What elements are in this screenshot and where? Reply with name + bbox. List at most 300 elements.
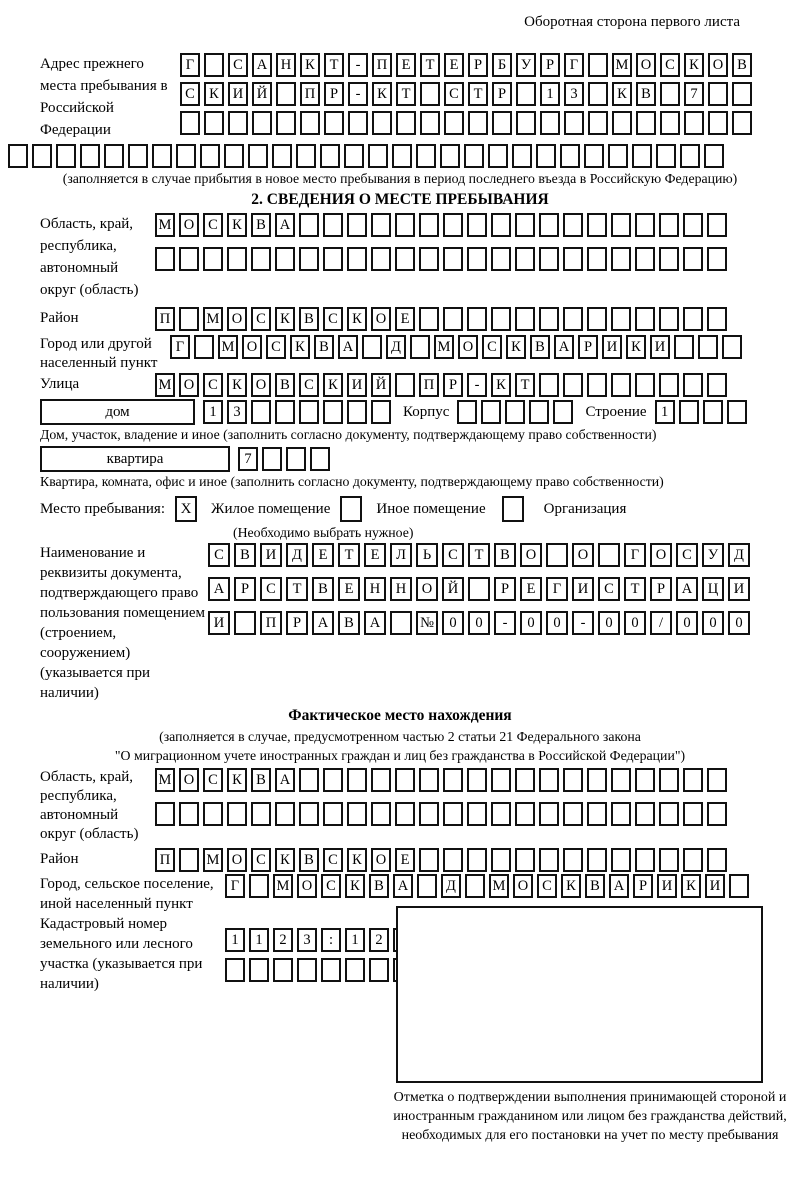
char-cell[interactable] (227, 802, 247, 826)
char-cell[interactable] (371, 400, 391, 424)
char-cell[interactable]: О (416, 577, 438, 601)
char-cell[interactable] (587, 307, 607, 331)
char-cell[interactable] (369, 958, 389, 982)
char-cell[interactable] (635, 213, 655, 237)
char-cell[interactable] (707, 373, 727, 397)
char-cell[interactable]: М (155, 213, 175, 237)
char-cell[interactable]: В (299, 307, 319, 331)
char-cell[interactable] (659, 768, 679, 792)
char-cell[interactable] (674, 335, 694, 359)
char-cell[interactable]: 0 (468, 611, 490, 635)
char-cell[interactable] (611, 802, 631, 826)
char-cell[interactable]: А (275, 213, 295, 237)
char-cell[interactable]: О (227, 848, 247, 872)
char-cell[interactable]: С (203, 373, 223, 397)
char-cell[interactable]: Е (396, 53, 416, 77)
char-cell[interactable] (635, 848, 655, 872)
char-cell[interactable] (275, 400, 295, 424)
char-cell[interactable] (611, 373, 631, 397)
char-cell[interactable] (396, 111, 416, 135)
char-cell[interactable]: К (347, 307, 367, 331)
char-cell[interactable] (310, 447, 330, 471)
char-cell[interactable] (635, 802, 655, 826)
char-cell[interactable]: Р (286, 611, 308, 635)
char-cell[interactable] (660, 82, 680, 106)
char-cell[interactable]: И (650, 335, 670, 359)
char-cell[interactable] (587, 373, 607, 397)
char-cell[interactable]: 1 (655, 400, 675, 424)
char-cell[interactable] (419, 247, 439, 271)
char-cell[interactable] (8, 144, 28, 168)
char-cell[interactable]: Т (468, 543, 490, 567)
char-cell[interactable]: В (234, 543, 256, 567)
char-cell[interactable]: Р (540, 53, 560, 77)
char-cell[interactable] (563, 768, 583, 792)
char-cell[interactable] (203, 802, 223, 826)
char-cell[interactable]: К (347, 848, 367, 872)
char-cell[interactable]: О (297, 874, 317, 898)
char-cell[interactable]: 7 (238, 447, 258, 471)
char-cell[interactable] (275, 247, 295, 271)
char-cell[interactable] (419, 848, 439, 872)
char-cell[interactable] (491, 768, 511, 792)
char-cell[interactable]: Т (338, 543, 360, 567)
char-cell[interactable] (457, 400, 477, 424)
char-cell[interactable] (539, 373, 559, 397)
char-cell[interactable] (707, 213, 727, 237)
char-cell[interactable]: В (530, 335, 550, 359)
char-cell[interactable]: О (572, 543, 594, 567)
char-cell[interactable] (516, 111, 536, 135)
char-cell[interactable] (395, 373, 415, 397)
char-cell[interactable] (707, 848, 727, 872)
char-cell[interactable]: Т (515, 373, 535, 397)
char-cell[interactable]: Д (441, 874, 461, 898)
char-cell[interactable] (584, 144, 604, 168)
char-cell[interactable]: Р (443, 373, 463, 397)
char-cell[interactable] (176, 144, 196, 168)
char-cell[interactable] (683, 802, 703, 826)
char-cell[interactable] (683, 768, 703, 792)
char-cell[interactable] (587, 768, 607, 792)
char-cell[interactable]: О (179, 768, 199, 792)
char-cell[interactable] (299, 400, 319, 424)
char-cell[interactable] (417, 874, 437, 898)
char-cell[interactable]: 7 (684, 82, 704, 106)
char-cell[interactable]: Г (225, 874, 245, 898)
char-cell[interactable]: / (650, 611, 672, 635)
char-cell[interactable] (539, 213, 559, 237)
char-cell[interactable]: М (203, 848, 223, 872)
char-cell[interactable] (371, 213, 391, 237)
char-cell[interactable]: Г (180, 53, 200, 77)
char-cell[interactable] (707, 307, 727, 331)
char-cell[interactable] (546, 543, 568, 567)
char-cell[interactable] (683, 247, 703, 271)
char-cell[interactable]: М (203, 307, 223, 331)
char-cell[interactable] (323, 400, 343, 424)
char-cell[interactable]: В (636, 82, 656, 106)
char-cell[interactable]: Н (390, 577, 412, 601)
char-cell[interactable] (324, 111, 344, 135)
char-cell[interactable]: О (371, 848, 391, 872)
char-cell[interactable] (563, 373, 583, 397)
char-cell[interactable]: Л (390, 543, 412, 567)
char-cell[interactable]: Е (395, 307, 415, 331)
char-cell[interactable]: О (650, 543, 672, 567)
char-cell[interactable]: П (419, 373, 439, 397)
char-cell[interactable] (588, 82, 608, 106)
char-cell[interactable]: В (585, 874, 605, 898)
char-cell[interactable]: В (251, 213, 271, 237)
char-cell[interactable]: И (208, 611, 230, 635)
char-cell[interactable]: К (323, 373, 343, 397)
char-cell[interactable] (395, 213, 415, 237)
char-cell[interactable] (368, 144, 388, 168)
char-cell[interactable]: М (155, 768, 175, 792)
char-cell[interactable] (320, 144, 340, 168)
char-cell[interactable] (563, 213, 583, 237)
char-cell[interactable]: К (626, 335, 646, 359)
char-cell[interactable] (248, 144, 268, 168)
char-cell[interactable]: Р (234, 577, 256, 601)
char-cell[interactable] (611, 247, 631, 271)
char-cell[interactable] (659, 373, 679, 397)
char-cell[interactable] (659, 802, 679, 826)
char-cell[interactable]: О (520, 543, 542, 567)
char-cell[interactable]: О (227, 307, 247, 331)
char-cell[interactable]: Й (442, 577, 464, 601)
char-cell[interactable] (608, 144, 628, 168)
char-cell[interactable] (275, 802, 295, 826)
char-cell[interactable]: Р (633, 874, 653, 898)
char-cell[interactable] (276, 82, 296, 106)
char-cell[interactable] (200, 144, 220, 168)
char-cell[interactable] (467, 768, 487, 792)
char-cell[interactable]: К (561, 874, 581, 898)
char-cell[interactable]: А (252, 53, 272, 77)
char-cell[interactable]: К (204, 82, 224, 106)
char-cell[interactable]: К (684, 53, 704, 77)
char-cell[interactable]: А (676, 577, 698, 601)
char-cell[interactable] (372, 111, 392, 135)
char-cell[interactable] (32, 144, 52, 168)
char-cell[interactable]: 1 (203, 400, 223, 424)
char-cell[interactable]: 1 (345, 928, 365, 952)
char-cell[interactable] (660, 111, 680, 135)
char-cell[interactable] (515, 768, 535, 792)
char-cell[interactable]: И (657, 874, 677, 898)
char-cell[interactable]: Р (492, 82, 512, 106)
char-cell[interactable]: Й (371, 373, 391, 397)
char-cell[interactable] (224, 144, 244, 168)
char-cell[interactable] (390, 611, 412, 635)
char-cell[interactable]: А (312, 611, 334, 635)
char-cell[interactable]: Е (364, 543, 386, 567)
char-cell[interactable]: И (228, 82, 248, 106)
char-cell[interactable] (395, 802, 415, 826)
char-cell[interactable] (419, 307, 439, 331)
char-cell[interactable] (698, 335, 718, 359)
char-cell[interactable]: А (393, 874, 413, 898)
char-cell[interactable]: 0 (520, 611, 542, 635)
char-cell[interactable]: К (227, 213, 247, 237)
char-cell[interactable]: 0 (624, 611, 646, 635)
char-cell[interactable] (659, 307, 679, 331)
char-cell[interactable] (587, 802, 607, 826)
char-cell[interactable] (419, 802, 439, 826)
char-cell[interactable]: В (369, 874, 389, 898)
char-cell[interactable]: П (260, 611, 282, 635)
char-cell[interactable]: С (321, 874, 341, 898)
char-cell[interactable]: А (275, 768, 295, 792)
char-cell[interactable]: А (609, 874, 629, 898)
char-cell[interactable]: 3 (297, 928, 317, 952)
char-cell[interactable] (683, 848, 703, 872)
char-cell[interactable]: 0 (442, 611, 464, 635)
char-cell[interactable] (444, 111, 464, 135)
char-cell[interactable] (443, 213, 463, 237)
char-cell[interactable] (252, 111, 272, 135)
char-cell[interactable] (273, 958, 293, 982)
char-cell[interactable] (729, 874, 749, 898)
char-cell[interactable]: - (572, 611, 594, 635)
char-cell[interactable] (467, 307, 487, 331)
char-cell[interactable]: О (708, 53, 728, 77)
char-cell[interactable]: В (494, 543, 516, 567)
char-cell[interactable] (588, 111, 608, 135)
char-cell[interactable]: Ь (416, 543, 438, 567)
char-cell[interactable] (419, 213, 439, 237)
char-cell[interactable]: С (260, 577, 282, 601)
char-cell[interactable]: М (434, 335, 454, 359)
char-cell[interactable]: К (275, 307, 295, 331)
char-cell[interactable] (560, 144, 580, 168)
char-cell[interactable]: - (348, 53, 368, 77)
char-cell[interactable] (563, 307, 583, 331)
char-cell[interactable]: 1 (249, 928, 269, 952)
char-cell[interactable] (348, 111, 368, 135)
char-cell[interactable]: В (312, 577, 334, 601)
char-cell[interactable] (708, 111, 728, 135)
char-cell[interactable]: - (494, 611, 516, 635)
char-cell[interactable] (234, 611, 256, 635)
char-cell[interactable]: - (348, 82, 368, 106)
char-cell[interactable] (204, 111, 224, 135)
char-cell[interactable] (598, 543, 620, 567)
char-cell[interactable]: С (442, 543, 464, 567)
char-cell[interactable]: С (660, 53, 680, 77)
char-cell[interactable] (443, 768, 463, 792)
char-cell[interactable]: С (266, 335, 286, 359)
char-cell[interactable] (251, 247, 271, 271)
char-cell[interactable] (515, 307, 535, 331)
char-cell[interactable]: К (227, 768, 247, 792)
char-cell[interactable] (563, 247, 583, 271)
char-cell[interactable]: 0 (728, 611, 750, 635)
char-cell[interactable] (704, 144, 724, 168)
char-cell[interactable] (635, 373, 655, 397)
char-cell[interactable]: Е (338, 577, 360, 601)
char-cell[interactable]: А (208, 577, 230, 601)
char-cell[interactable]: К (372, 82, 392, 106)
char-cell[interactable] (371, 247, 391, 271)
char-cell[interactable]: С (228, 53, 248, 77)
char-cell[interactable]: В (732, 53, 752, 77)
char-cell[interactable] (299, 247, 319, 271)
char-cell[interactable] (588, 53, 608, 77)
char-cell[interactable]: А (554, 335, 574, 359)
char-cell[interactable] (536, 144, 556, 168)
char-cell[interactable]: П (372, 53, 392, 77)
char-cell[interactable]: И (572, 577, 594, 601)
char-cell[interactable] (155, 247, 175, 271)
char-cell[interactable]: № (416, 611, 438, 635)
char-cell[interactable]: Р (324, 82, 344, 106)
char-cell[interactable] (553, 400, 573, 424)
char-cell[interactable]: О (179, 373, 199, 397)
char-cell[interactable]: В (251, 768, 271, 792)
char-cell[interactable] (249, 874, 269, 898)
stay-type-checkbox-organization[interactable] (502, 496, 524, 522)
char-cell[interactable] (515, 213, 535, 237)
char-cell[interactable] (194, 335, 214, 359)
char-cell[interactable] (321, 958, 341, 982)
char-cell[interactable] (347, 768, 367, 792)
char-cell[interactable]: Д (386, 335, 406, 359)
char-cell[interactable] (707, 247, 727, 271)
char-cell[interactable]: А (338, 335, 358, 359)
char-cell[interactable]: Т (396, 82, 416, 106)
char-cell[interactable]: Г (564, 53, 584, 77)
char-cell[interactable] (703, 400, 723, 424)
char-cell[interactable] (540, 111, 560, 135)
char-cell[interactable]: - (467, 373, 487, 397)
char-cell[interactable] (732, 82, 752, 106)
char-cell[interactable] (492, 111, 512, 135)
char-cell[interactable] (612, 111, 632, 135)
char-cell[interactable] (203, 247, 223, 271)
char-cell[interactable] (104, 144, 124, 168)
char-cell[interactable] (656, 144, 676, 168)
char-cell[interactable] (347, 247, 367, 271)
char-cell[interactable]: К (491, 373, 511, 397)
char-cell[interactable] (300, 111, 320, 135)
char-cell[interactable]: Д (286, 543, 308, 567)
char-cell[interactable] (225, 958, 245, 982)
char-cell[interactable] (443, 848, 463, 872)
char-cell[interactable] (563, 848, 583, 872)
char-cell[interactable]: 0 (546, 611, 568, 635)
char-cell[interactable]: И (728, 577, 750, 601)
char-cell[interactable] (179, 307, 199, 331)
char-cell[interactable] (611, 848, 631, 872)
char-cell[interactable]: Р (578, 335, 598, 359)
char-cell[interactable]: Е (444, 53, 464, 77)
char-cell[interactable]: С (537, 874, 557, 898)
char-cell[interactable] (505, 400, 525, 424)
char-cell[interactable] (465, 874, 485, 898)
char-cell[interactable] (539, 307, 559, 331)
char-cell[interactable]: А (364, 611, 386, 635)
char-cell[interactable]: С (444, 82, 464, 106)
char-cell[interactable]: С (482, 335, 502, 359)
char-cell[interactable]: К (506, 335, 526, 359)
char-cell[interactable]: 2 (369, 928, 389, 952)
char-cell[interactable] (323, 802, 343, 826)
char-cell[interactable] (251, 400, 271, 424)
char-cell[interactable] (635, 307, 655, 331)
char-cell[interactable] (323, 213, 343, 237)
char-cell[interactable] (491, 307, 511, 331)
char-cell[interactable]: В (338, 611, 360, 635)
char-cell[interactable] (345, 958, 365, 982)
char-cell[interactable] (128, 144, 148, 168)
char-cell[interactable] (299, 213, 319, 237)
char-cell[interactable]: Н (364, 577, 386, 601)
char-cell[interactable]: У (702, 543, 724, 567)
char-cell[interactable]: Е (312, 543, 334, 567)
char-cell[interactable] (467, 247, 487, 271)
char-cell[interactable]: М (489, 874, 509, 898)
char-cell[interactable] (611, 307, 631, 331)
char-cell[interactable] (512, 144, 532, 168)
char-cell[interactable]: Е (520, 577, 542, 601)
char-cell[interactable] (297, 958, 317, 982)
char-cell[interactable]: Р (494, 577, 516, 601)
char-cell[interactable] (680, 144, 700, 168)
char-cell[interactable] (468, 577, 490, 601)
char-cell[interactable]: Т (624, 577, 646, 601)
char-cell[interactable]: Т (468, 82, 488, 106)
char-cell[interactable] (299, 802, 319, 826)
char-cell[interactable]: Е (395, 848, 415, 872)
char-cell[interactable]: М (155, 373, 175, 397)
char-cell[interactable]: И (602, 335, 622, 359)
char-cell[interactable]: К (290, 335, 310, 359)
char-cell[interactable]: 0 (598, 611, 620, 635)
char-cell[interactable]: 2 (273, 928, 293, 952)
char-cell[interactable] (587, 213, 607, 237)
char-cell[interactable] (410, 335, 430, 359)
char-cell[interactable] (371, 768, 391, 792)
char-cell[interactable] (515, 848, 535, 872)
char-cell[interactable] (347, 213, 367, 237)
char-cell[interactable]: М (612, 53, 632, 77)
char-cell[interactable] (286, 447, 306, 471)
char-cell[interactable]: О (251, 373, 271, 397)
char-cell[interactable] (539, 768, 559, 792)
char-cell[interactable]: М (273, 874, 293, 898)
stay-type-checkbox-residential[interactable]: X (175, 496, 197, 522)
char-cell[interactable]: П (155, 307, 175, 331)
char-cell[interactable]: К (275, 848, 295, 872)
char-cell[interactable]: Ц (702, 577, 724, 601)
char-cell[interactable] (683, 373, 703, 397)
char-cell[interactable] (323, 768, 343, 792)
char-cell[interactable] (636, 111, 656, 135)
char-cell[interactable] (420, 82, 440, 106)
char-cell[interactable] (683, 307, 703, 331)
char-cell[interactable]: О (371, 307, 391, 331)
char-cell[interactable] (491, 213, 511, 237)
char-cell[interactable]: С (323, 848, 343, 872)
char-cell[interactable] (611, 213, 631, 237)
char-cell[interactable]: И (260, 543, 282, 567)
char-cell[interactable] (732, 111, 752, 135)
char-cell[interactable]: Р (650, 577, 672, 601)
char-cell[interactable]: С (323, 307, 343, 331)
